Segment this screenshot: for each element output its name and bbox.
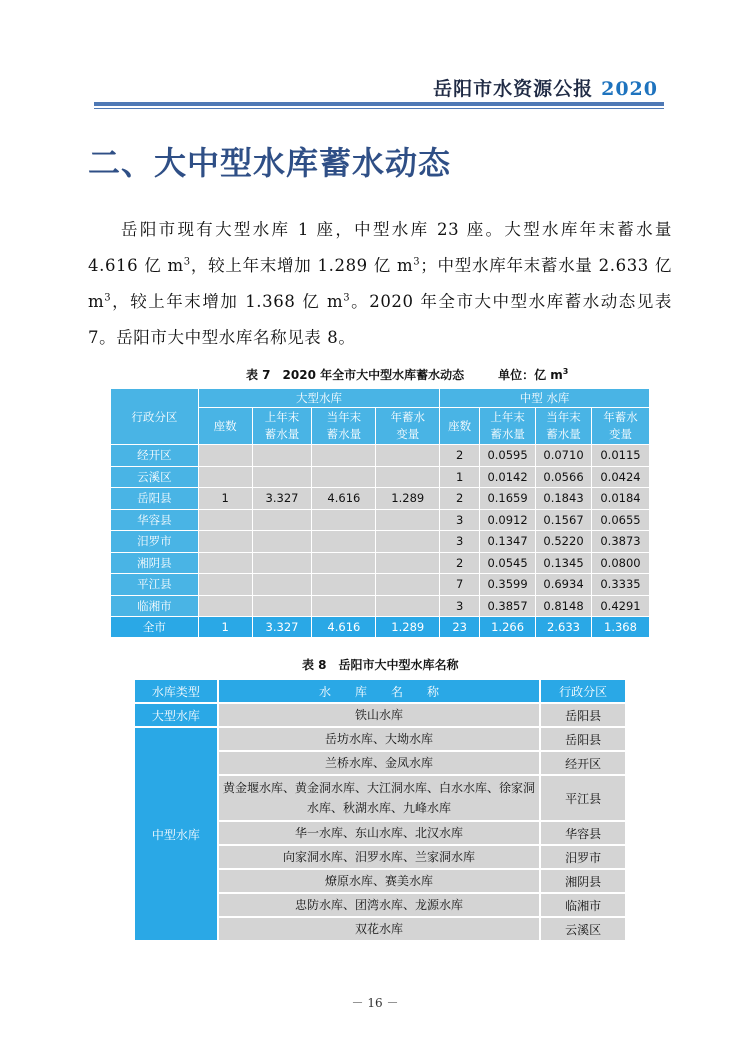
table-cell: 0.1567 [536, 509, 592, 531]
table-cell: 0.0545 [480, 552, 536, 574]
table-cell: 0.0912 [480, 509, 536, 531]
paragraph-text-2: ，较上年末增加 1.289 亿 m [190, 256, 414, 275]
table-cell: 0.0184 [591, 488, 649, 510]
table-cell: 0.0800 [591, 552, 649, 574]
table7-district-header: 行政分区 [111, 389, 199, 445]
superscript: 3 [183, 256, 191, 268]
table8-name-cell: 岳坊水库、大坳水库 [218, 727, 541, 751]
table-cell: 0.0142 [480, 466, 536, 488]
paragraph-text-1: 岳阳市现有大型水库 1 座，中型水库 23 座。大型水库年末蓄水量 4.616 亿 m [88, 220, 672, 275]
header-year: 2020 [601, 78, 658, 100]
table8-name-cell: 忠防水库、团湾水库、龙源水库 [218, 893, 541, 917]
table-cell: 1 [440, 466, 480, 488]
table-row [111, 574, 650, 596]
table8-district-cell: 汨罗市 [540, 845, 626, 869]
table7-district-cell: 平江县 [111, 574, 199, 596]
table7 [110, 388, 650, 638]
section-title: 二、大中型水库蓄水动态 [88, 144, 452, 182]
header-rule-thin [94, 108, 664, 109]
table-cell: 3.327 [252, 488, 312, 510]
table-cell [252, 531, 312, 553]
table-cell: 1 [198, 488, 252, 510]
table-cell [376, 552, 440, 574]
table-cell: 23 [440, 617, 480, 638]
table-cell [312, 531, 376, 553]
table-row [111, 552, 650, 574]
table-row [111, 488, 650, 510]
table-cell: 1.289 [376, 617, 440, 638]
table-cell: 0.3857 [480, 595, 536, 617]
table8-large-type: 大型水库 [134, 703, 218, 727]
table-row [111, 595, 650, 617]
table-cell: 0.0566 [536, 466, 592, 488]
table-cell: 2.633 [536, 617, 592, 638]
table7-caption [246, 366, 568, 383]
table8-district-header: 行政分区 [540, 679, 626, 703]
table-cell [198, 595, 252, 617]
table-cell [198, 552, 252, 574]
table7-unit: 单位：亿 m [498, 368, 563, 382]
table8-name-cell: 双花水库 [218, 917, 541, 941]
table-cell: 3.327 [252, 617, 312, 638]
table-row [111, 531, 650, 553]
table-cell: 0.0424 [591, 466, 649, 488]
table-cell: 全市 [111, 617, 199, 638]
table7-caption-text: 表 7 2020 年全市大中型水库蓄水动态 [246, 368, 465, 382]
table-cell: 0.3873 [591, 531, 649, 553]
table8-district-cell: 临湘市 [540, 893, 626, 917]
table-cell: 3 [440, 595, 480, 617]
table-cell: 0.0595 [480, 445, 536, 467]
table-cell: 3 [440, 509, 480, 531]
table-cell [312, 466, 376, 488]
table-cell: 0.6934 [536, 574, 592, 596]
table8 [133, 678, 627, 942]
table7-district-cell: 经开区 [111, 445, 199, 467]
page-number: － 16 － [351, 996, 399, 1010]
table-cell: 3 [440, 531, 480, 553]
table-cell [198, 466, 252, 488]
table7-district-cell: 汨罗市 [111, 531, 199, 553]
table-row [111, 509, 650, 531]
table8-name-cell: 燎原水库、赛美水库 [218, 869, 541, 893]
table7-district-cell: 临湘市 [111, 595, 199, 617]
table8-medium-type: 中型水库 [134, 727, 218, 941]
table-cell: 0.8148 [536, 595, 592, 617]
table-cell [198, 445, 252, 467]
table7-prev-header: 上年末 蓄水量 [480, 408, 536, 445]
superscript: 3 [104, 292, 112, 304]
body-paragraph [88, 212, 672, 356]
table7-district-cell: 华容县 [111, 509, 199, 531]
table8-district-cell: 平江县 [540, 775, 626, 821]
table-cell: 0.0710 [536, 445, 592, 467]
table-cell: 2 [440, 488, 480, 510]
table-cell [376, 466, 440, 488]
table8-district-cell: 湘阴县 [540, 869, 626, 893]
table-cell [198, 574, 252, 596]
superscript: 3 [343, 292, 351, 304]
table-cell: 0.0655 [591, 509, 649, 531]
table8-name-cell: 兰桥水库、金凤水库 [218, 751, 541, 775]
paragraph-text-5: 。2020 年全市大中型水库蓄水动态见表 7。岳阳市大中型水库名称见表 8。 [88, 292, 672, 347]
table7-change-header: 年蓄水 变量 [376, 408, 440, 445]
table-cell: 1.289 [376, 488, 440, 510]
table-cell [252, 509, 312, 531]
table-cell [252, 574, 312, 596]
table-cell: 0.1345 [536, 552, 592, 574]
table8-district-cell: 岳阳县 [540, 727, 626, 751]
table-cell: 1.368 [591, 617, 649, 638]
table7-district-cell: 云溪区 [111, 466, 199, 488]
table-cell [376, 509, 440, 531]
table-cell [376, 531, 440, 553]
table-cell [312, 595, 376, 617]
table7-curr-header: 当年末 蓄水量 [536, 408, 592, 445]
table-cell [312, 552, 376, 574]
table-cell [312, 509, 376, 531]
table-cell: 0.0115 [591, 445, 649, 467]
table-cell [376, 445, 440, 467]
table8-caption: 表 8 岳阳市大中型水库名称 [302, 658, 459, 672]
table7-medium-header: 中型 水库 [440, 389, 650, 408]
table-cell [376, 595, 440, 617]
table-cell [312, 445, 376, 467]
table-cell [252, 552, 312, 574]
table8-large-district: 岳阳县 [540, 703, 626, 727]
superscript: 3 [413, 256, 421, 268]
table7-prev-header: 上年末 蓄水量 [252, 408, 312, 445]
table-cell [312, 574, 376, 596]
table7-large-header: 大型水库 [198, 389, 439, 408]
table-cell: 7 [440, 574, 480, 596]
table-cell [198, 531, 252, 553]
table-row [134, 727, 626, 751]
header-rule [94, 102, 664, 106]
table-cell [252, 466, 312, 488]
table-cell: 2 [440, 445, 480, 467]
table-cell: 0.1843 [536, 488, 592, 510]
table-cell: 2 [440, 552, 480, 574]
table-cell: 1 [198, 617, 252, 638]
table-cell: 0.1659 [480, 488, 536, 510]
superscript: 3 [562, 367, 569, 376]
table-cell [198, 509, 252, 531]
table-cell [376, 574, 440, 596]
table8-name-cell: 华一水库、东山水库、北汉水库 [218, 821, 541, 845]
paragraph-text-4: ，较上年末增加 1.368 亿 m [111, 292, 344, 311]
table-cell [252, 445, 312, 467]
table7-district-cell: 湘阴县 [111, 552, 199, 574]
table7-change-header: 年蓄水 变量 [591, 408, 649, 445]
table-row [111, 445, 650, 467]
table8-name-cell: 黄金堰水库、黄金洞水库、大江洞水库、白水水库、徐家洞水库、秋湖水库、九峰水库 [218, 775, 541, 821]
table-cell [252, 595, 312, 617]
paragraph-text-3: ；中型水库年末蓄水量 2.633 亿 m [88, 256, 672, 311]
table8-district-cell: 经开区 [540, 751, 626, 775]
table8-district-cell: 华容县 [540, 821, 626, 845]
table7-curr-header: 当年末 蓄水量 [312, 408, 376, 445]
table-cell: 0.1347 [480, 531, 536, 553]
table7-count-header: 座数 [198, 408, 252, 445]
table-cell: 4.616 [312, 488, 376, 510]
table-cell: 0.4291 [591, 595, 649, 617]
table-cell: 1.266 [480, 617, 536, 638]
table8-name-header: 水 库 名 称 [218, 679, 541, 703]
table-cell: 0.5220 [536, 531, 592, 553]
table-cell: 0.3335 [591, 574, 649, 596]
table8-type-header: 水库类型 [134, 679, 218, 703]
table7-total-row [111, 617, 650, 638]
table8-district-cell: 云溪区 [540, 917, 626, 941]
table-cell: 4.616 [312, 617, 376, 638]
table8-large-name: 铁山水库 [218, 703, 541, 727]
table-row [111, 466, 650, 488]
table7-count-header: 座数 [440, 408, 480, 445]
header-title-text: 岳阳市水资源公报 [433, 78, 594, 100]
table8-name-cell: 向家洞水库、汨罗水库、兰家洞水库 [218, 845, 541, 869]
table7-district-cell: 岳阳县 [111, 488, 199, 510]
table-cell: 0.3599 [480, 574, 536, 596]
header-title [433, 74, 658, 101]
